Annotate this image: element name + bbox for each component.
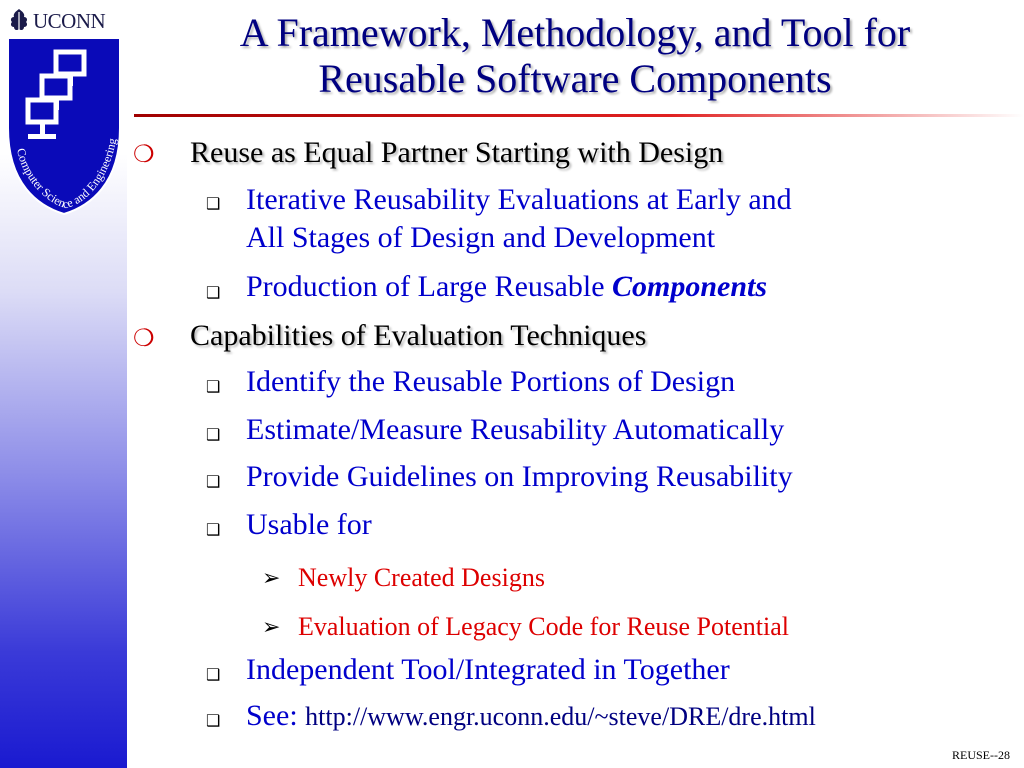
bullet-provide: Provide Guidelines on Improving Reusability [246, 460, 793, 493]
oak-leaf-icon [8, 8, 30, 34]
bullet-square-icon: ❑ [206, 474, 221, 491]
title-line-2: Reusable Software Components [318, 56, 832, 101]
slide-number: REUSE--28 [952, 748, 1010, 762]
bullet-arrow-icon: ➢ [262, 565, 281, 590]
bullet-identify: Identify the Reusable Portions of Design [246, 365, 736, 398]
bullet-square-icon: ❑ [206, 713, 221, 730]
bullet-see [246, 699, 816, 733]
bullet-iterative-line1: Iterative Reusability Evaluations at Early and [246, 183, 792, 216]
bullet-independent: Independent Tool/Integrated in Together [246, 653, 730, 686]
bullet-square-icon: ❑ [206, 667, 221, 684]
bullet-iterative-line2: All Stages of Design and Development [246, 221, 716, 254]
badge-text: Computer Science and Engineering [13, 136, 120, 212]
title-rule [134, 114, 1024, 117]
bullet-legacy-code: Evaluation of Legacy Code for Reuse Potential [298, 612, 789, 641]
see-url-link[interactable]: http://www.engr.uconn.edu/~steve/DRE/dre.html [305, 702, 816, 731]
bullet-circle-icon: ❍ [133, 142, 155, 168]
bullet-arrow-icon: ➢ [262, 614, 281, 639]
see-label: See: [246, 699, 298, 732]
bullet-square-icon: ❑ [206, 196, 221, 213]
bullet-capabilities-heading: Capabilities of Evaluation Techniques [190, 319, 647, 352]
uconn-logo [8, 6, 124, 36]
bullet-square-icon: ❑ [206, 285, 221, 302]
production-emphasis: Components [612, 270, 768, 303]
title-line-1: A Framework, Methodology, and Tool for [239, 10, 911, 55]
bullet-production [246, 270, 767, 304]
bullet-reuse-heading: Reuse as Equal Partner Starting with Design [190, 136, 724, 169]
bullet-square-icon: ❑ [206, 379, 221, 396]
bullet-newly-created: Newly Created Designs [298, 563, 545, 592]
production-text: Production of Large Reusable [246, 270, 605, 303]
uconn-wordmark: UCONN [33, 8, 106, 33]
slide-title [130, 10, 1020, 102]
bullet-square-icon: ❑ [206, 522, 221, 539]
bullet-circle-icon: ❍ [133, 326, 155, 352]
bullet-estimate: Estimate/Measure Reusability Automatically [246, 413, 785, 446]
bullet-square-icon: ❑ [206, 427, 221, 444]
cse-badge-logo [2, 36, 126, 216]
bullet-usable: Usable for [246, 508, 372, 541]
